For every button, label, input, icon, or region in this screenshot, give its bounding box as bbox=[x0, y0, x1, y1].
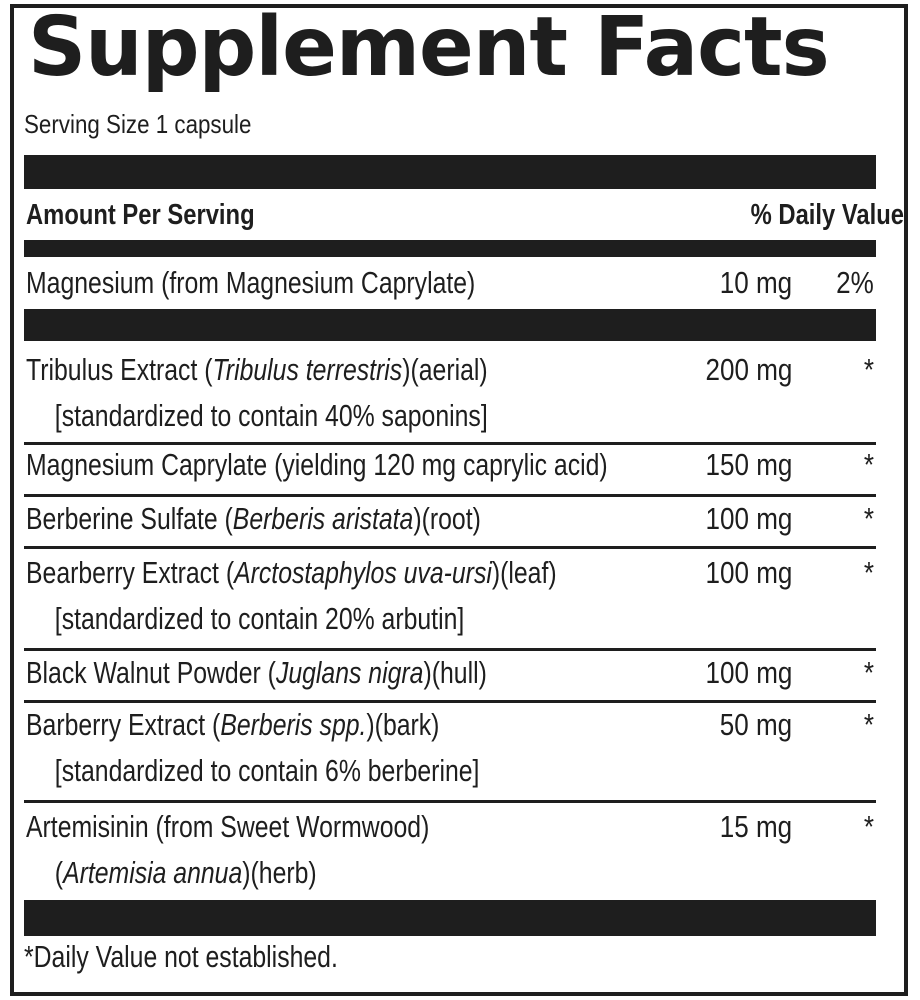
nutrient-daily-value: * bbox=[863, 501, 874, 536]
footnote: *Daily Value not established. bbox=[24, 939, 338, 974]
nutrient-name: Tribulus Extract (Tribulus terrestris)(aerial) [standardized to contain 40% saponins] bbox=[26, 352, 488, 433]
serving-size: Serving Size 1 capsule bbox=[24, 109, 252, 139]
nutrient-name: Bearberry Extract (Arctostaphylos uva-ursi)(leaf) [standardized to contain 20% arbutin] bbox=[26, 555, 557, 636]
nutrient-amount: 100 mg bbox=[705, 555, 792, 590]
nutrient-amount: 100 mg bbox=[705, 655, 792, 690]
nutrient-amount: 50 mg bbox=[719, 707, 792, 742]
nutrient-name: Artemisinin (from Sweet Wormwood) (Artemisia annua)(herb) bbox=[26, 809, 430, 890]
nutrient-daily-value: * bbox=[863, 655, 874, 690]
nutrient-name: Magnesium Caprylate (yielding 120 mg caprylic acid) bbox=[26, 447, 608, 482]
nutrient-daily-value: * bbox=[863, 809, 874, 844]
row-divider bbox=[24, 546, 876, 549]
nutrient-name: Magnesium (from Magnesium Caprylate) bbox=[26, 265, 476, 300]
nutrient-amount: 10 mg bbox=[719, 265, 792, 300]
nutrient-name: Black Walnut Powder (Juglans nigra)(hull) bbox=[26, 655, 487, 690]
nutrient-daily-value: * bbox=[863, 707, 874, 742]
thick-divider-top bbox=[24, 155, 876, 189]
daily-value-header: % Daily Value bbox=[750, 199, 904, 231]
nutrient-daily-value: * bbox=[863, 555, 874, 590]
thick-divider-bottom bbox=[24, 900, 876, 936]
nutrient-amount: 150 mg bbox=[705, 447, 792, 482]
nutrient-amount: 200 mg bbox=[705, 352, 792, 387]
nutrient-daily-value: 2% bbox=[836, 265, 874, 300]
amount-per-serving-header: Amount Per Serving bbox=[26, 199, 255, 231]
nutrient-amount: 15 mg bbox=[719, 809, 792, 844]
nutrient-daily-value: * bbox=[863, 352, 874, 387]
nutrient-amount: 100 mg bbox=[705, 501, 792, 536]
medium-divider bbox=[24, 240, 876, 257]
row-divider bbox=[24, 800, 876, 803]
nutrient-daily-value: * bbox=[863, 447, 874, 482]
panel-title: Supplement Facts bbox=[28, 0, 829, 95]
nutrient-name: Berberine Sulfate (Berberis aristata)(root) bbox=[26, 501, 481, 536]
thick-divider bbox=[24, 309, 876, 341]
nutrient-name: Barberry Extract (Berberis spp.)(bark) [standardized to contain 6% berberine] bbox=[26, 707, 480, 788]
